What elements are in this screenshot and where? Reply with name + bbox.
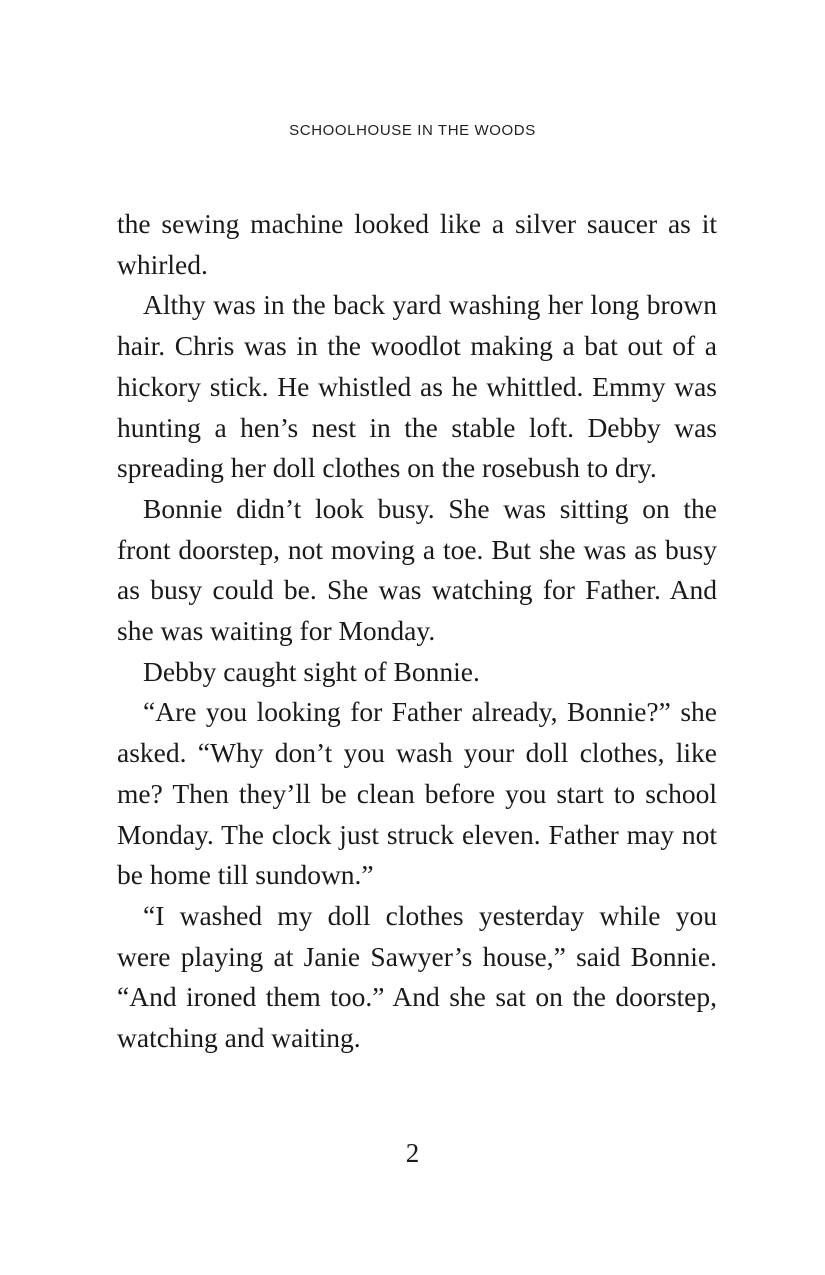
paragraph: Althy was in the back yard washing her long brown hair. Chris was in the woodlot making a bat out of a hickory stick. He whistled as he whittled. Emmy was hunting a hen’s nest in the stable loft. Debby was spreading her doll clothes on the rosebush to dry. bbox=[117, 289, 717, 484]
paragraph-continued: the sewing machine looked like a silver saucer as it whirled. bbox=[117, 208, 717, 280]
body-text bbox=[117, 204, 717, 1059]
page-number: 2 bbox=[405, 1138, 420, 1168]
running-head: SCHOOLHOUSE IN THE WOODS bbox=[289, 122, 536, 139]
paragraph: Debby caught sight of Bonnie. bbox=[143, 655, 480, 687]
paragraph: “Are you looking for Father already, Bonnie?” she asked. “Why don’t you wash your doll clothes, like me? Then they’ll be clean before you start to school Monday. The clock just struck eleven. Father may not be home till sundown.” bbox=[117, 696, 717, 891]
paragraph: “I washed my doll clothes yesterday while you were playing at Janie Sawyer’s house,” said Bonnie. “And ironed them too.” And she sat on the doorstep, watching and waiting. bbox=[117, 899, 717, 1054]
paragraph: Bonnie didn’t look busy. She was sitting on the front doorstep, not moving a toe. But she was as busy as busy could be. She was watching for Father. And she was waiting for Monday. bbox=[117, 492, 717, 647]
